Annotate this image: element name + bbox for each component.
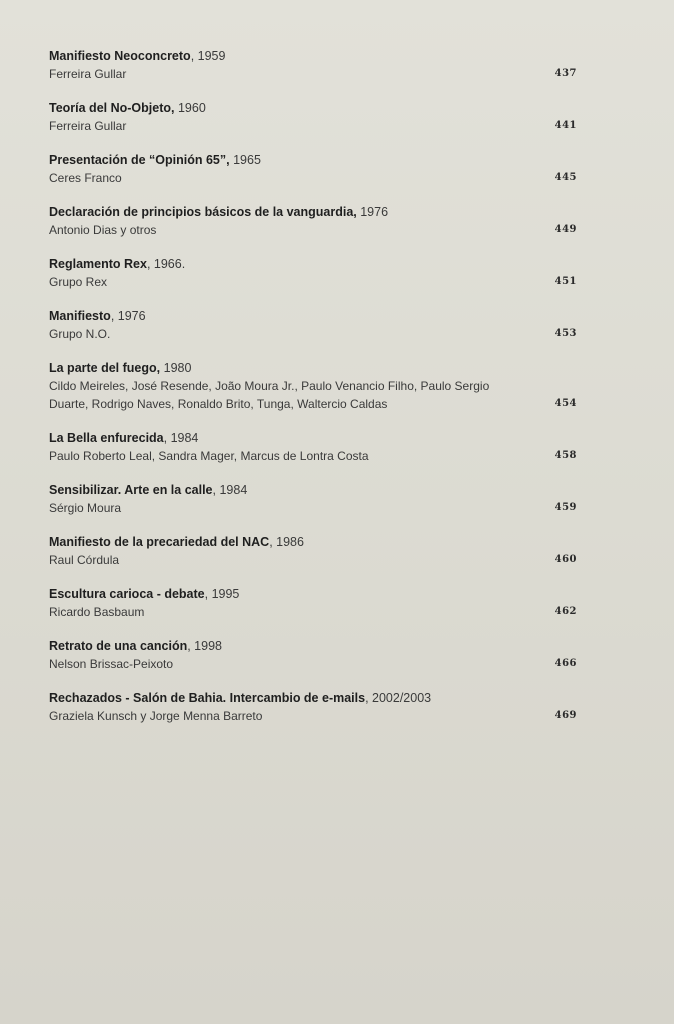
entry-title: Sensibilizar. Arte en la calle bbox=[49, 483, 213, 497]
toc-entry bbox=[49, 47, 589, 83]
entry-year: 1980 bbox=[160, 361, 192, 375]
entry-title: Reglamento Rex bbox=[49, 257, 147, 271]
entry-title: Manifiesto de la precariedad del NAC bbox=[49, 535, 270, 549]
entry-page-number: 449 bbox=[554, 224, 577, 235]
entry-title: La parte del fuego, bbox=[49, 361, 161, 375]
entry-title-line bbox=[49, 481, 589, 499]
entry-title-line bbox=[49, 307, 589, 325]
table-of-contents bbox=[49, 47, 589, 741]
entry-title-line bbox=[49, 429, 589, 447]
entry-title-line bbox=[49, 47, 589, 65]
toc-entry bbox=[49, 255, 589, 291]
entry-author: Ferreira Gullar bbox=[49, 67, 127, 81]
entry-year: , 1959 bbox=[190, 49, 226, 63]
entry-title-line bbox=[49, 533, 589, 551]
entry-page-number: 459 bbox=[554, 502, 577, 513]
toc-entry bbox=[49, 203, 589, 239]
entry-title: Manifiesto Neoconcreto bbox=[49, 49, 191, 63]
entry-title: Retrato de una canción bbox=[49, 639, 188, 653]
toc-entry bbox=[49, 585, 589, 621]
entry-year: , 1984 bbox=[212, 483, 248, 497]
entry-author: Graziela Kunsch y Jorge Menna Barreto bbox=[49, 709, 263, 723]
entry-title: Teoría del No-Objeto, bbox=[49, 101, 175, 115]
entry-year: , 1966. bbox=[146, 257, 186, 271]
toc-entry bbox=[49, 151, 589, 187]
entry-author: Raul Córdula bbox=[49, 553, 120, 567]
toc-entry bbox=[49, 307, 589, 343]
toc-entry bbox=[49, 359, 589, 413]
entry-title: Declaración de principios básicos de la vanguardia, bbox=[49, 205, 357, 219]
entry-author: Ferreira Gullar bbox=[49, 119, 127, 133]
entry-title-line bbox=[49, 585, 589, 603]
entry-title-line bbox=[49, 99, 589, 117]
entry-author: Sérgio Moura bbox=[49, 501, 122, 515]
entry-title-line bbox=[49, 637, 589, 655]
entry-page-number: 453 bbox=[554, 328, 577, 339]
entry-year: , 1998 bbox=[187, 639, 222, 653]
entry-year: , 1995 bbox=[204, 587, 240, 601]
entry-year: , 2002/2003 bbox=[365, 691, 432, 705]
entry-year: 1960 bbox=[174, 101, 206, 115]
entry-page-number: 466 bbox=[554, 658, 577, 669]
entry-author: Nelson Brissac-Peixoto bbox=[49, 657, 174, 671]
entry-author: Antonio Dias y otros bbox=[49, 223, 157, 237]
entry-title: Manifiesto bbox=[49, 309, 111, 323]
entry-year: , 1984 bbox=[163, 431, 199, 445]
entry-author: Grupo Rex bbox=[49, 275, 108, 289]
toc-entry bbox=[49, 481, 589, 517]
entry-title-line bbox=[49, 359, 589, 377]
entry-year: , 1986 bbox=[269, 535, 304, 549]
entry-page-number: 445 bbox=[554, 172, 577, 183]
entry-page-number: 454 bbox=[554, 398, 577, 409]
entry-author: Cildo Meireles, José Resende, João Moura Jr., Paulo Venancio Filho, Paulo Sergio Duarte, Rodrigo Naves, Ronaldo Brito, Tunga, Waltercio Caldas bbox=[49, 379, 490, 411]
entry-year: 1976 bbox=[356, 205, 389, 219]
toc-entry bbox=[49, 689, 589, 725]
entry-page-number: 458 bbox=[554, 450, 577, 461]
entry-title: La Bella enfurecida bbox=[49, 431, 164, 445]
toc-entry bbox=[49, 99, 589, 135]
entry-title-line bbox=[49, 151, 589, 169]
entry-title: Presentación de “Opinión 65”, bbox=[49, 153, 230, 167]
entry-title-line bbox=[49, 689, 589, 707]
toc-entry bbox=[49, 429, 589, 465]
entry-year: , 1976 bbox=[110, 309, 146, 323]
entry-page-number: 441 bbox=[554, 120, 577, 131]
entry-author: Paulo Roberto Leal, Sandra Mager, Marcus de Lontra Costa bbox=[49, 449, 369, 463]
entry-title-line bbox=[49, 203, 589, 221]
entry-title: Rechazados - Salón de Bahia. Intercambio de e-mails bbox=[49, 691, 366, 705]
entry-title: Escultura carioca - debate bbox=[49, 587, 205, 601]
entry-page-number: 460 bbox=[554, 554, 577, 565]
toc-entry bbox=[49, 533, 589, 569]
entry-author: Ricardo Basbaum bbox=[49, 605, 145, 619]
entry-author: Ceres Franco bbox=[49, 171, 122, 185]
entry-title-line bbox=[49, 255, 589, 273]
entry-page-number: 437 bbox=[554, 68, 577, 79]
entry-author: Grupo N.O. bbox=[49, 327, 111, 341]
entry-year: 1965 bbox=[229, 153, 261, 167]
toc-entry bbox=[49, 637, 589, 673]
entry-page-number: 451 bbox=[554, 276, 577, 287]
entry-page-number: 469 bbox=[554, 710, 577, 721]
entry-page-number: 462 bbox=[554, 606, 577, 617]
